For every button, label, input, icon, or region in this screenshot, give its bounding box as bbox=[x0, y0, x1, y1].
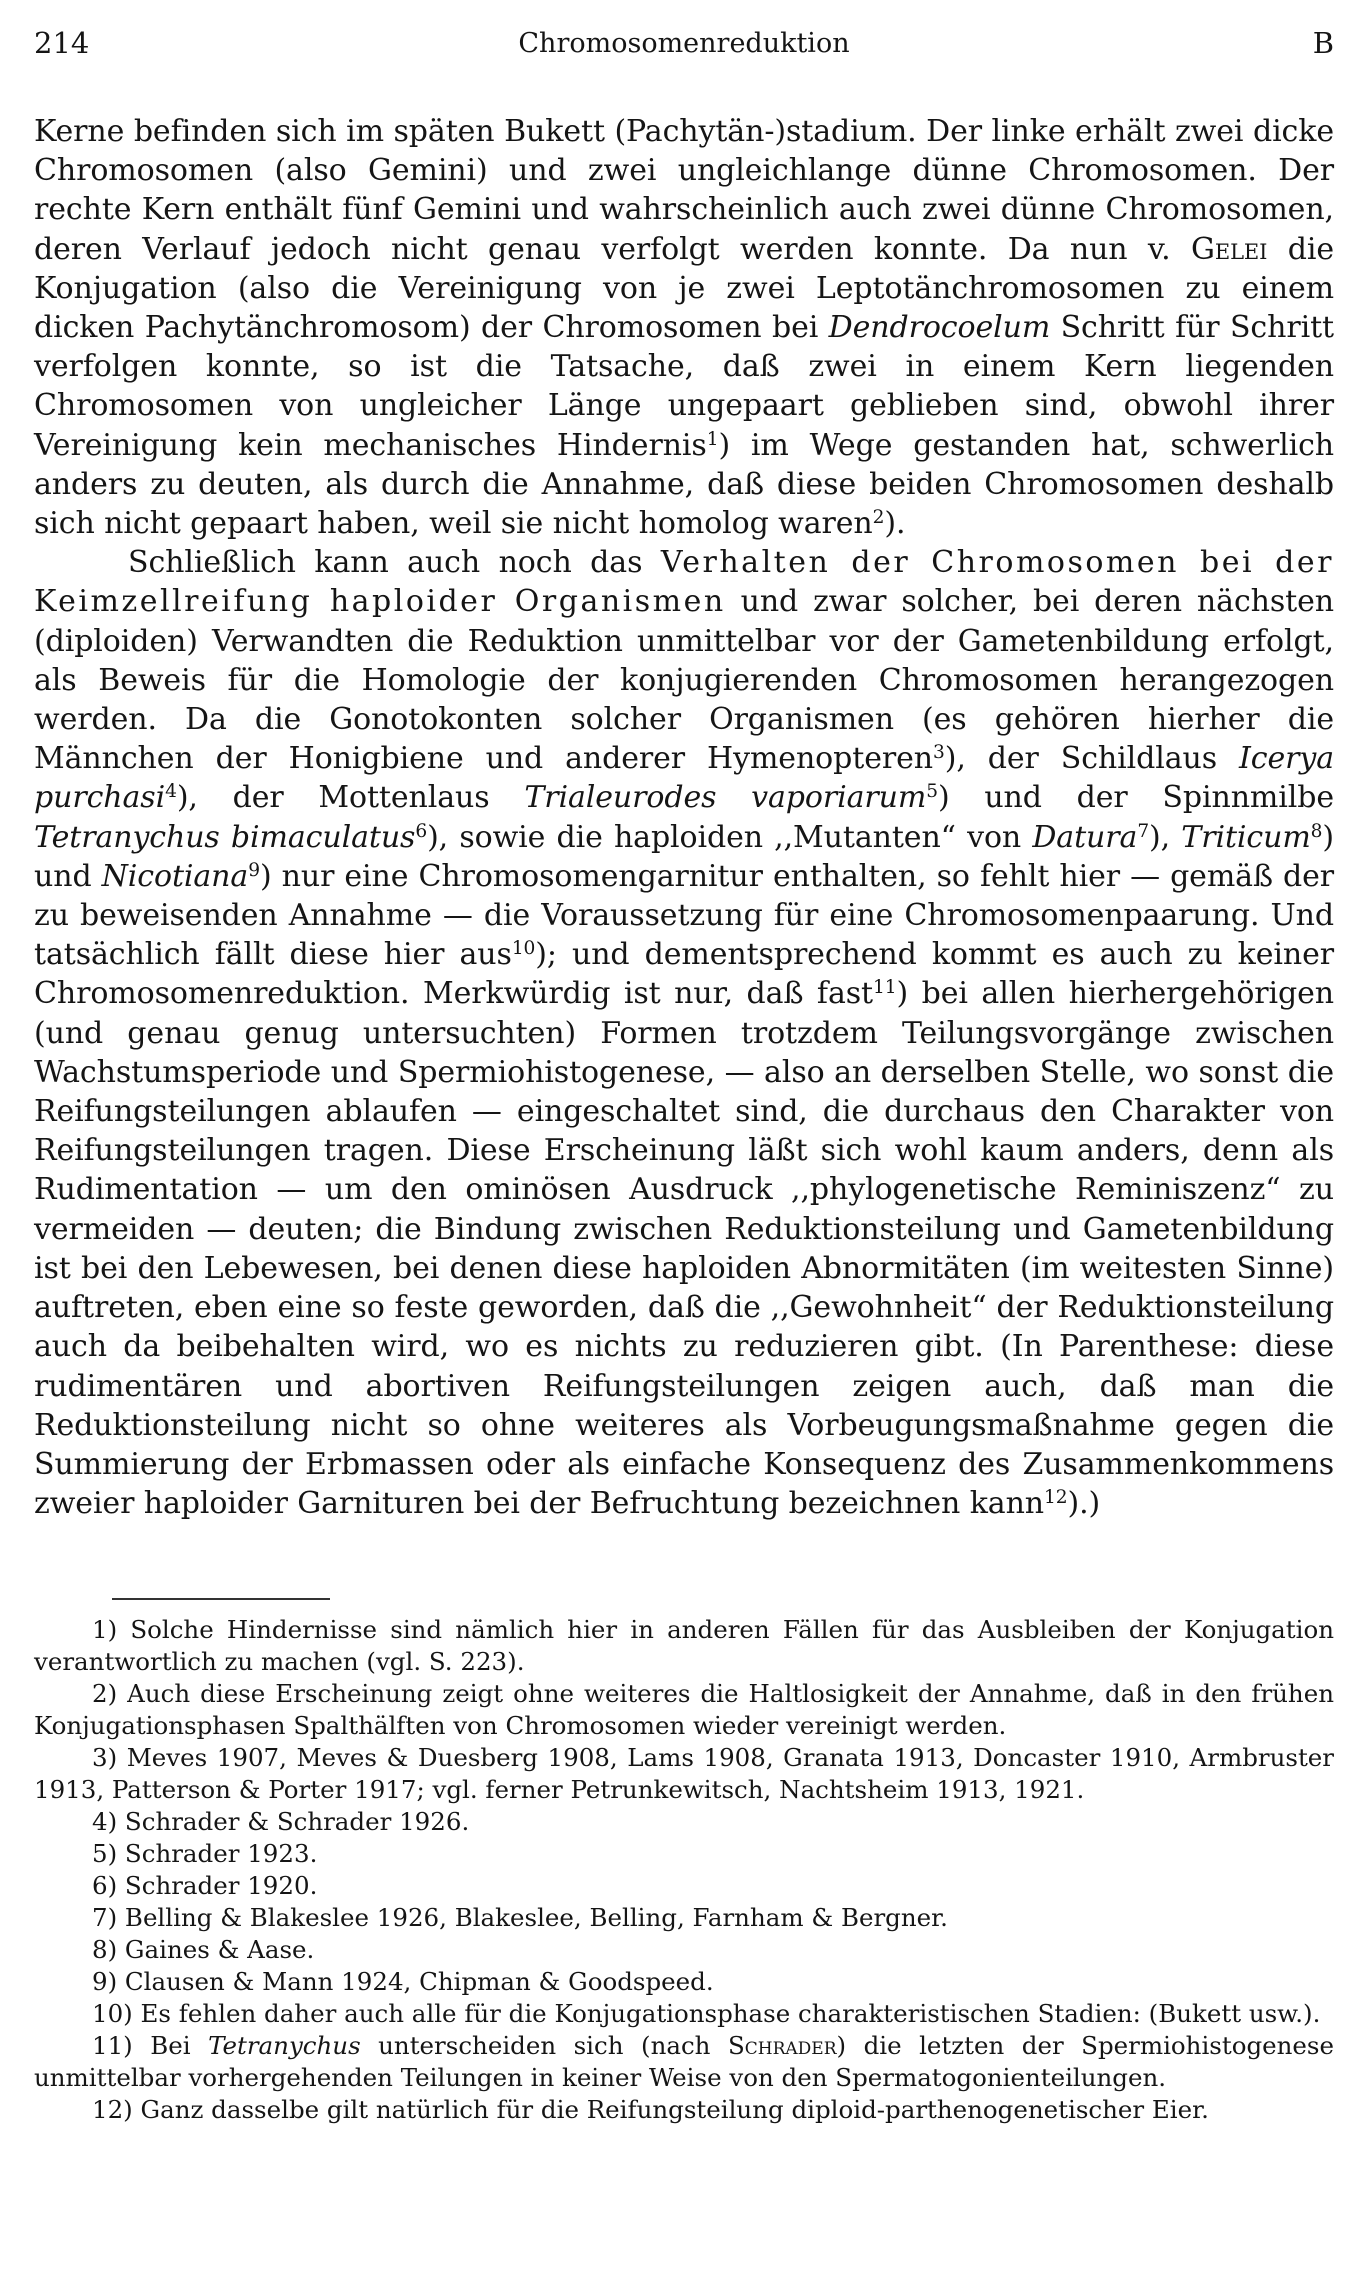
footnote-5: 5) Schrader 1923. bbox=[92, 1839, 318, 1868]
footnote-ref[interactable]: 3 bbox=[932, 742, 945, 764]
text-run: ); und dementsprechend kommt es auch zu keiner Chromosomenreduktion. Merkwürdig ist nur, daß fast bbox=[34, 937, 1334, 1012]
text-run: ). bbox=[884, 506, 906, 542]
footnote-ref[interactable]: 4 bbox=[165, 781, 177, 803]
text-run: ), der Schildlaus bbox=[944, 741, 1240, 777]
footnote-12: 12) Ganz dasselbe gilt natürlich für die Reifungsteilung diploid-parthenogenetischer Eier. bbox=[92, 2095, 1209, 2124]
footnote-6: 6) Schrader 1920. bbox=[92, 1871, 318, 1900]
author-name: Gelei bbox=[1190, 231, 1268, 267]
text-run: ) nur eine Chromosomengarnitur enthalten, so fehlt hier — gemäß der zu beweisenden Annahme — die Voraussetzung für eine Chromosomenpaarung. Und tatsächlich fällt diese hier aus bbox=[34, 858, 1335, 973]
footnote-ref[interactable]: 8 bbox=[1310, 820, 1323, 842]
species-name: Tetranychus bbox=[208, 2031, 361, 2060]
text-run: ) bei allen hierhergehörigen (und genau genug untersuchten) Formen trotzdem Teilungsvorgänge zwischen Wachstumsperiode und Spermiohistogenese, — also an derselben Stelle, wo sonst die Reifungsteilungen ablaufen — eingeschaltet sind, die durchaus den Charakter von Reifungsteilungen tragen. Diese Erscheinung läßt sich wohl kaum anders, denn als Rudimentation — um den ominösen Ausdruck ,,phylogenetische Reminiszenz“ zu vermeiden — deuten; die Bindung zwischen Reduktionsteilung und Gametenbildung ist bei den Lebewesen, bei denen diese haploiden Abnormitäten (im weitesten Sinne) auftreten, eben eine so feste geworden, daß die ,,Gewohnheit“ der Reduktionsteilung auch da beibehalten wird, wo es nichts zu reduzieren gibt. (In Parenthese: diese rudimentären und abortiven Reifungsteilungen zeigen auch, daß man die Reduktionsteilung nicht so ohne weiteres als Vorbeugungsmaßnahme gegen die Summierung der Erbmassen oder als einfache Konsequenz des Zusammenkommens zweier haploider Garnituren bei der Befruchtung bezeichnen kann bbox=[34, 976, 1335, 1522]
text-run: ) die letzten der Spermiohistogenese unmittelbar vorhergehenden Teilungen in keiner Weise von den Spermatogonienteilungen. bbox=[34, 2031, 1334, 2092]
footnote-1: 1) Solche Hindernisse sind nämlich hier in anderen Fällen für das Ausbleiben der Konjugation verantwortlich zu machen (vgl. S. 223). bbox=[34, 1615, 1334, 1676]
footnote-8: 8) Gaines & Aase. bbox=[92, 1935, 315, 1964]
text-run: Kerne befinden sich im späten Bukett (Pachytän-)stadium. Der linke erhält zwei dicke Chromosomen (also Gemini) und zwei ungleichlange dünne Chromosomen. Der rechte Kern enthält fünf Gemini und wahrscheinlich auch zwei dünne Chromosomen, deren Verlauf jedoch nicht genau verfolgt werden konnte. Da nun v. bbox=[34, 114, 1334, 267]
footnote-7: 7) Belling & Blakeslee 1926, Blakeslee, Belling, Farnham & Bergner. bbox=[92, 1903, 948, 1932]
footnotes bbox=[34, 1614, 1334, 2126]
text-run: die Konjugation (also die Vereinigung von je zwei Leptotänchromosomen zu einem dicken Pachytänchromosom) der Chromosomen bei bbox=[34, 231, 1334, 346]
footnote-9: 9) Clausen & Mann 1924, Chipman & Goodspeed. bbox=[92, 1967, 714, 1996]
emphasis-text: Verhalten der Chromosomen bei der Keimzellreifung haploider Organismen bbox=[34, 545, 1334, 620]
species-name: Triticum bbox=[1181, 819, 1311, 855]
species-name: Nicotiana bbox=[101, 858, 249, 894]
text-run: unterscheiden sich (nach bbox=[360, 2031, 728, 2060]
footnote-ref[interactable]: 12 bbox=[1044, 1486, 1068, 1508]
author-name: Schrader bbox=[727, 2031, 837, 2060]
text-run: ), sowie die haploiden ,,Mutanten“ von bbox=[427, 819, 1033, 855]
body-text bbox=[34, 112, 1334, 1523]
text-run: ) und bbox=[34, 819, 1335, 894]
footnote-11 bbox=[34, 2030, 1334, 2094]
text-run: ), der Mottenlaus bbox=[176, 780, 525, 816]
footnote-ref[interactable]: 6 bbox=[415, 820, 428, 842]
footnote-ref[interactable]: 1 bbox=[706, 428, 719, 450]
text-run: ), bbox=[1149, 819, 1182, 855]
page-header bbox=[34, 26, 1334, 66]
species-name: Trialeurodes vaporiarum bbox=[524, 780, 927, 816]
section-letter: B bbox=[1312, 26, 1334, 60]
text-run: ) und der Spinnmilbe bbox=[937, 780, 1335, 816]
paragraph bbox=[34, 543, 1334, 1523]
footnote-ref[interactable]: 9 bbox=[248, 859, 260, 881]
footnote-2: 2) Auch diese Erscheinung zeigt ohne weiteres die Haltlosigkeit der Annahme, daß in den frühen Konjugationsphasen Spalthälften von Chromosomen wieder vereinigt werden. bbox=[34, 1679, 1334, 1740]
species-name: Datura bbox=[1032, 819, 1138, 855]
text-run: und zwar solcher, bei deren nächsten (diploiden) Verwandten die Reduktion unmittelbar vor der Gametenbildung erfolgt, als Beweis für die Homologie der konjugierenden Chromosomen herangezogen werden. Da die Gonotokonten solcher Organismen (es gehören hierher die Männchen der Honigbiene und anderer Hymenopteren bbox=[34, 584, 1334, 777]
text-run: Schließlich kann auch noch das bbox=[128, 545, 661, 581]
text-run: 11) Bei bbox=[92, 2031, 209, 2060]
footnote-ref[interactable]: 7 bbox=[1137, 820, 1150, 842]
text-run: ) im Wege gestanden hat, schwerlich anders zu deuten, als durch die Annahme, daß diese beiden Chromosomen deshalb sich nicht gepaart haben, weil sie nicht homolog waren bbox=[34, 427, 1334, 542]
footnote-divider bbox=[112, 1598, 330, 1600]
footnote-ref[interactable]: 10 bbox=[511, 938, 536, 960]
text-run: Schritt für Schritt verfolgen konnte, so ist die Tatsache, daß zwei in einem Kern liegenden Chromosomen von ungleicher Länge ungepaart geblieben sind, obwohl ihrer Vereinigung kein mechanisches Hindernis bbox=[34, 310, 1334, 463]
footnote-4: 4) Schrader & Schrader 1926. bbox=[92, 1807, 470, 1836]
footnote-ref[interactable]: 5 bbox=[926, 781, 938, 803]
running-title: Chromosomenreduktion bbox=[518, 28, 850, 59]
footnote-10: 10) Es fehlen daher auch alle für die Konjugationsphase charakteristischen Stadien: (Bukett usw.). bbox=[92, 1999, 1321, 2028]
text-run: ).) bbox=[1067, 1486, 1101, 1522]
footnote-ref[interactable]: 11 bbox=[872, 977, 897, 999]
species-name: Dendrocoelum bbox=[828, 310, 1051, 346]
paragraph bbox=[34, 112, 1334, 543]
footnote-3: 3) Meves 1907, Meves & Duesberg 1908, Lams 1908, Granata 1913, Doncaster 1910, Armbruster 1913, Patterson & Porter 1917; vgl. ferner Petrunkewitsch, Nachtsheim 1913, 1921. bbox=[34, 1743, 1334, 1804]
species-name: Icerya purchasi bbox=[34, 741, 1334, 816]
species-name: Tetranychus bimaculatus bbox=[34, 819, 416, 855]
page-number: 214 bbox=[34, 26, 90, 60]
footnote-ref[interactable]: 2 bbox=[872, 506, 885, 528]
